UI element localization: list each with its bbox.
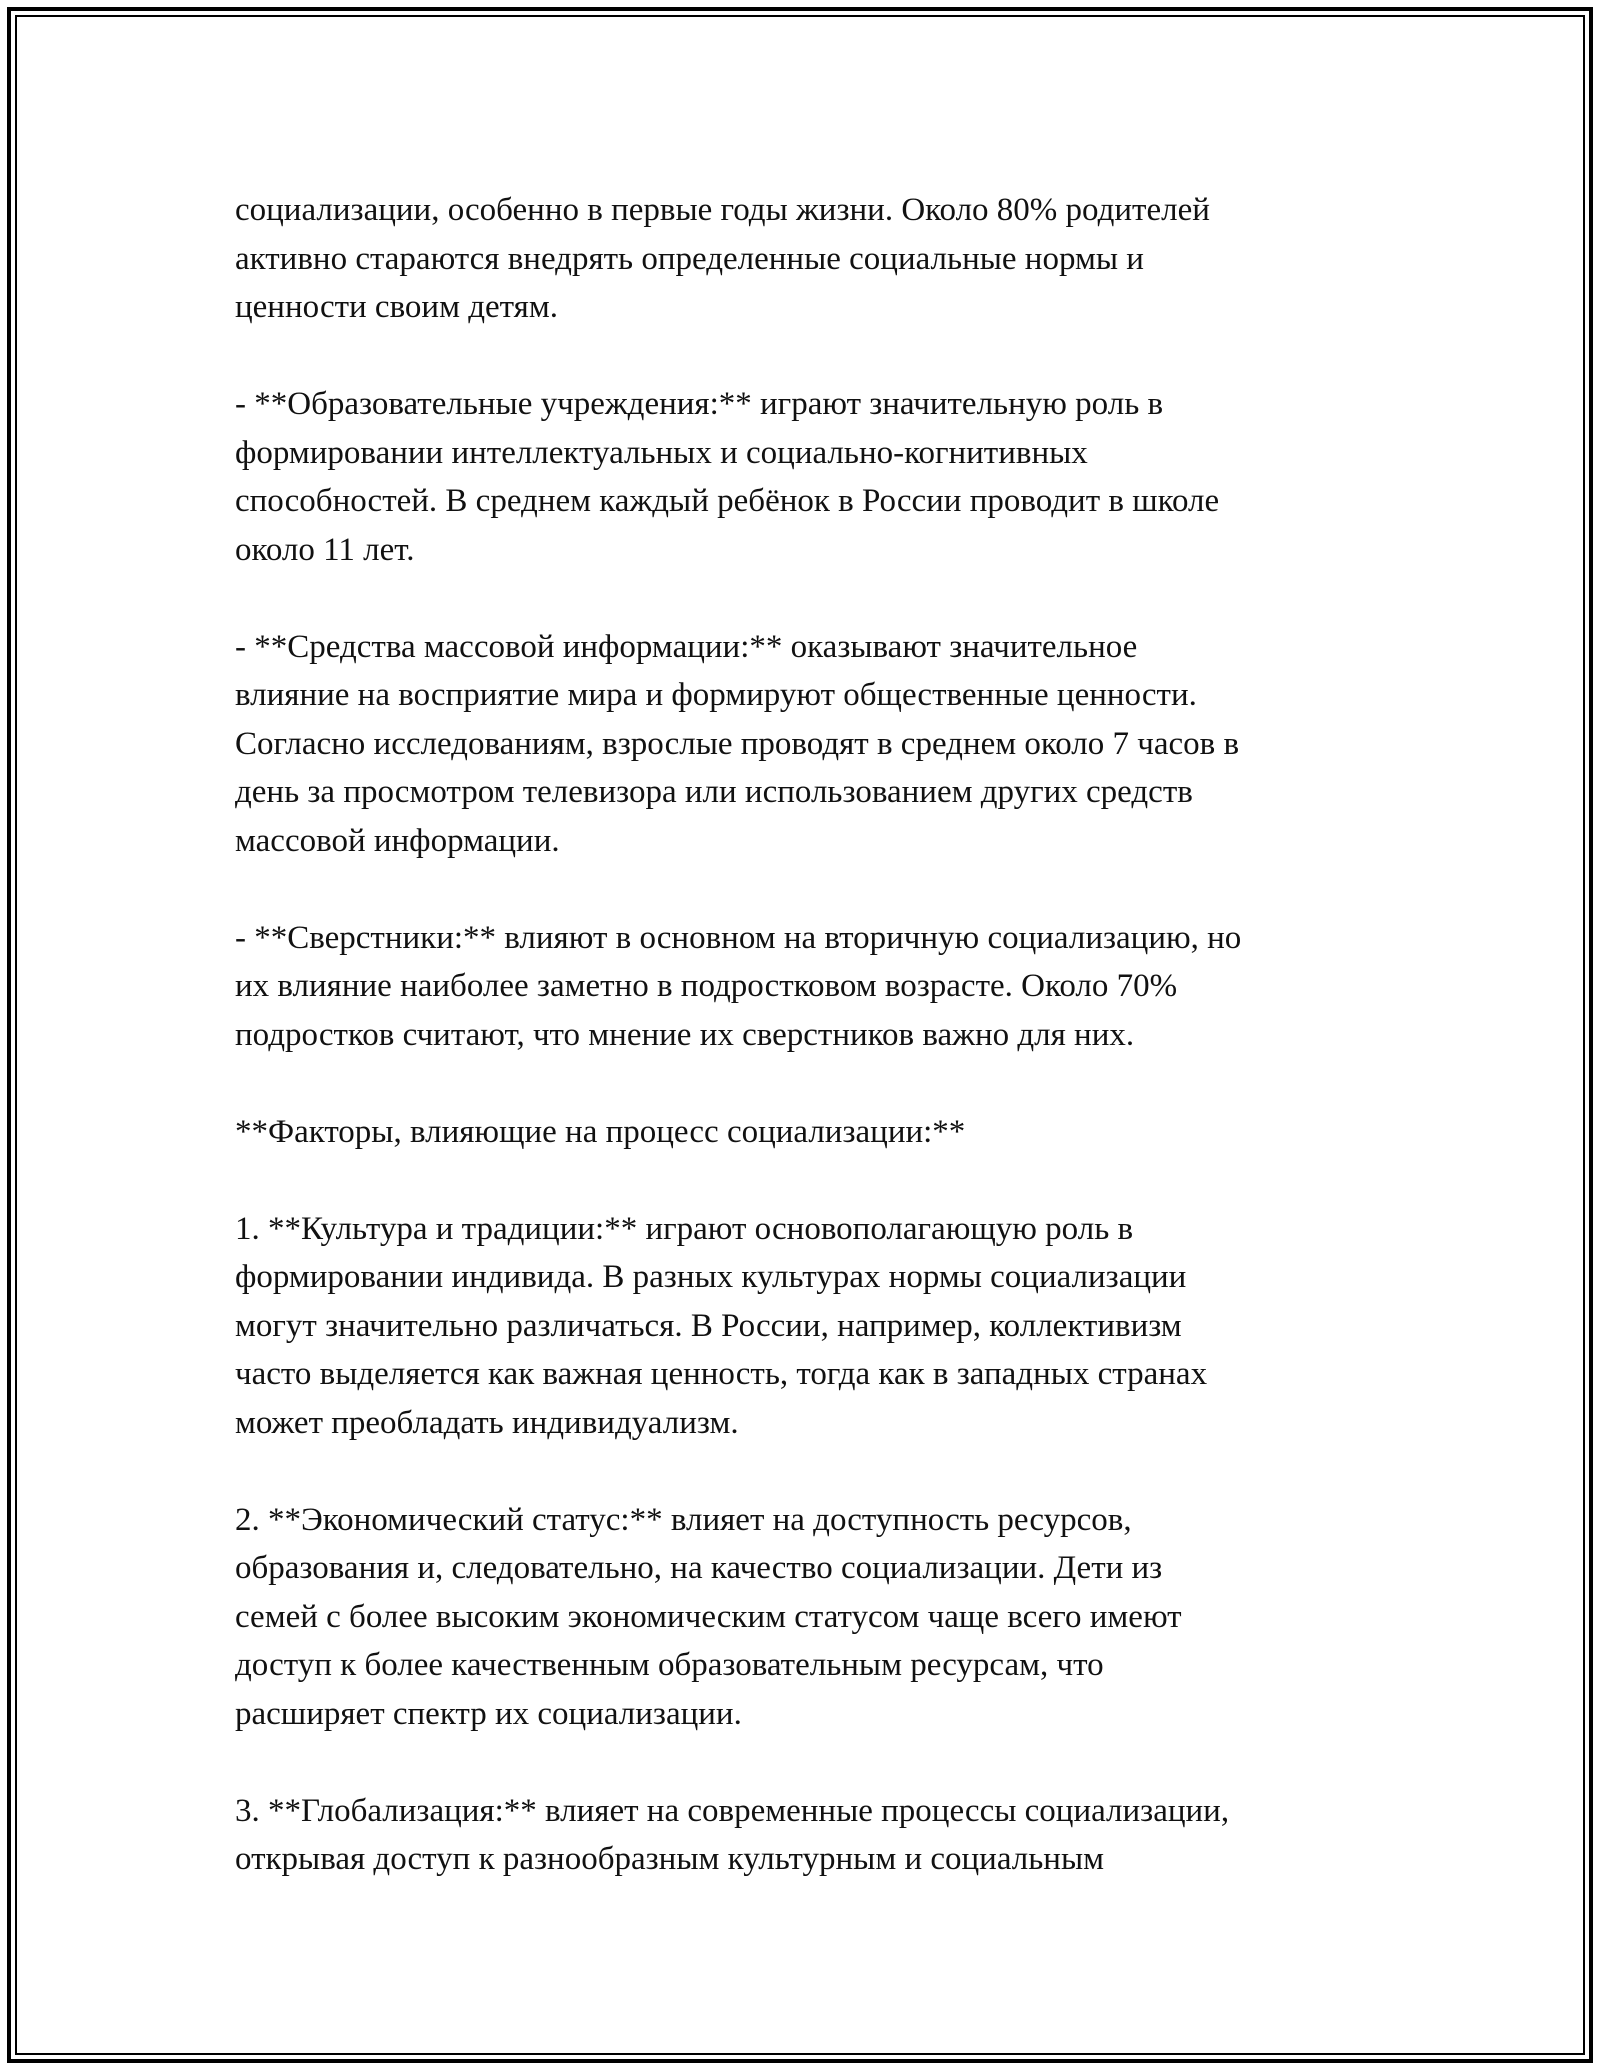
paragraph-peers bbox=[235, 914, 1385, 1060]
text-line: - **Средства массовой информации:** оказывают значительное bbox=[235, 628, 1138, 665]
document-body bbox=[235, 186, 1385, 1932]
text-line: формировании интеллектуальных и социально-когнитивных bbox=[235, 434, 1088, 471]
text-line: активно стараются внедрять определенные социальные нормы и bbox=[235, 240, 1144, 277]
text-line: - **Сверстники:** влияют в основном на вторичную социализацию, но bbox=[235, 919, 1242, 956]
paragraph-culture-traditions bbox=[235, 1205, 1385, 1448]
text-line: могут значительно различаться. В России, например, коллективизм bbox=[235, 1307, 1182, 1344]
text-line: подростков считают, что мнение их сверстников важно для них. bbox=[235, 1016, 1135, 1053]
text-line: формировании индивида. В разных культурах нормы социализации bbox=[235, 1259, 1187, 1295]
text-line: 1. **Культура и традиции:** играют основополагающую роль в bbox=[235, 1210, 1134, 1247]
text-line: расширяет спектр их социализации. bbox=[235, 1695, 742, 1732]
text-line: может преобладать индивидуализм. bbox=[235, 1404, 739, 1441]
text-line: около 11 лет. bbox=[235, 531, 415, 568]
text-line: социализации, особенно в первые годы жизни. Около 80% родителей bbox=[235, 192, 1210, 228]
text-line: доступ к более качественным образовательным ресурсам, что bbox=[235, 1647, 1104, 1683]
text-line: **Факторы, влияющие на процесс социализации:** bbox=[235, 1113, 966, 1150]
text-line: - **Образовательные учреждения:** играют значительную роль в bbox=[235, 386, 1164, 422]
text-line: день за просмотром телевизора или использованием других средств bbox=[235, 774, 1193, 810]
section-heading-factors bbox=[235, 1108, 1385, 1157]
text-line: массовой информации. bbox=[235, 822, 560, 859]
text-line: Согласно исследованиям, взрослые проводят в среднем около 7 часов в bbox=[235, 725, 1240, 762]
text-line: открывая доступ к разнообразным культурным и социальным bbox=[235, 1841, 1105, 1877]
paragraph-family-intro bbox=[235, 186, 1385, 332]
text-line: их влияние наиболее заметно в подростковом возрасте. Около 70% bbox=[235, 968, 1178, 1004]
text-line: 3. **Глобализация:** влияет на современные процессы социализации, bbox=[235, 1792, 1230, 1829]
paragraph-mass-media bbox=[235, 623, 1385, 866]
text-line: образования и, следовательно, на качество социализации. Дети из bbox=[235, 1550, 1163, 1586]
text-line: способностей. В среднем каждый ребёнок в России проводит в школе bbox=[235, 483, 1220, 519]
text-line: часто выделяется как важная ценность, тогда как в западных странах bbox=[235, 1356, 1208, 1392]
text-line: влияние на восприятие мира и формируют общественные ценности. bbox=[235, 677, 1197, 713]
text-line: 2. **Экономический статус:** влияет на доступность ресурсов, bbox=[235, 1501, 1132, 1538]
paragraph-globalization bbox=[235, 1787, 1385, 1884]
text-line: семей с более высоким экономическим статусом чаще всего имеют bbox=[235, 1598, 1182, 1635]
text-line: ценности своим детям. bbox=[235, 289, 558, 325]
paragraph-economic-status bbox=[235, 1496, 1385, 1739]
paragraph-educational-institutions bbox=[235, 380, 1385, 574]
